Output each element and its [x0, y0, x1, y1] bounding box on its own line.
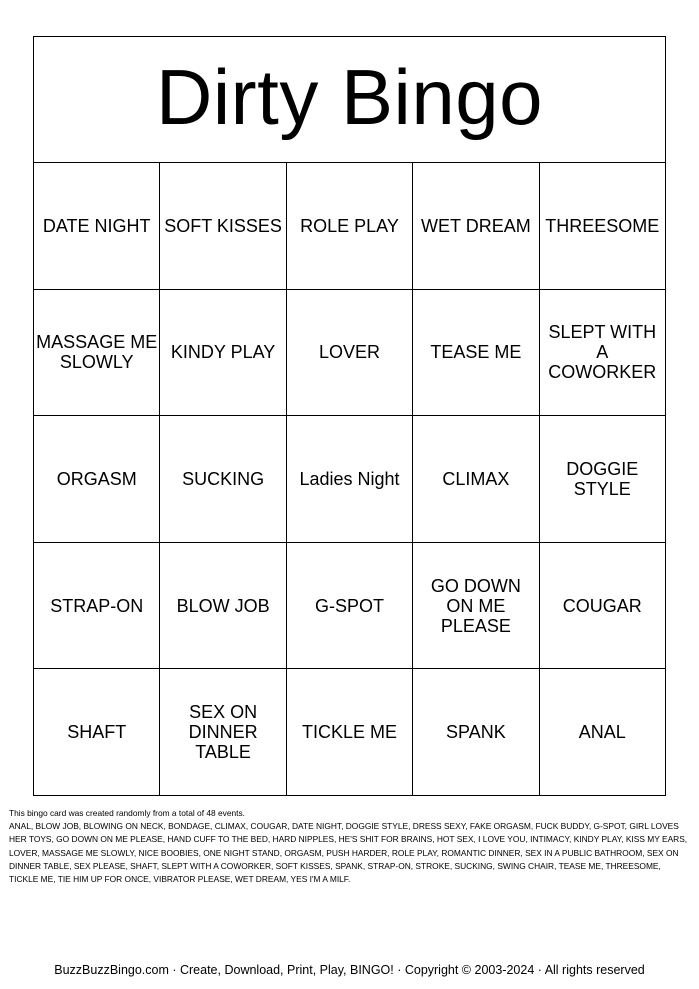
bingo-cell: STRAP-ON — [34, 543, 160, 670]
bingo-cell: G-SPOT — [287, 543, 413, 670]
bingo-cell: SOFT KISSES — [160, 163, 286, 290]
bingo-cell: THREESOME — [540, 163, 666, 290]
card-title: Dirty Bingo — [156, 52, 543, 141]
bingo-card — [33, 36, 666, 796]
card-info-intro: This bingo card was created randomly from a total of 48 events. — [9, 808, 246, 818]
bingo-cell: TEASE ME — [413, 290, 539, 417]
bingo-cell: WET DREAM — [413, 163, 539, 290]
bingo-grid — [33, 162, 666, 796]
bingo-cell: ORGASM — [34, 416, 160, 543]
bingo-cell: MASSAGE ME SLOWLY — [34, 290, 160, 417]
bingo-cell: SHAFT — [34, 669, 160, 796]
bingo-cell: DOGGIE STYLE — [540, 416, 666, 543]
bingo-cell: ANAL — [540, 669, 666, 796]
bingo-cell: KINDY PLAY — [160, 290, 286, 417]
bingo-cell: GO DOWN ON ME PLEASE — [413, 543, 539, 670]
title-box — [33, 36, 666, 163]
card-info-events: ANAL, BLOW JOB, BLOWING ON NECK, BONDAGE, CLIMAX, COUGAR, DATE NIGHT, DOGGIE STYLE, DRESS SEXY, FAKE ORGASM, FUCK BUDDY, G-SPOT, GIRL LOVES HER TOYS, GO DOWN ON ME PLEASE, HAND CUFF TO THE BED, HARD NIPPLES, HE'S SHIT FOR BRAINS, HOT SEX, I LOVE YOU, INTIMACY, KINDY PLAY, KISS MY EARS, LOVER, MASSAGE ME SLOWLY, NICE BOOBIES, ONE NIGHT STAND, ORGASM, PUSH HARDER, ROLE PLAY, ROMANTIC DINNER, SEX IN A PUBLIC BATHROOM, SEX ON DINNER TABLE, SEX PLEASE, SHAFT, SLEPT WITH A COWORKER, SOFT KISSES, SPANK, STRAP-ON, STROKE, SUCKING, SWING CHAIR, TEASE ME, THREESOME, TICKLE ME, TIE HIM UP FOR ONCE, VIBRATOR PLEASE, WET DREAM, YES I'M A MILF. — [9, 821, 688, 885]
bingo-cell: SUCKING — [160, 416, 286, 543]
footer-copyright: BuzzBuzzBingo.com · Create, Download, Print, Play, BINGO! · Copyright © 2003-2024 · All rights reserved — [54, 963, 645, 977]
bingo-cell: LOVER — [287, 290, 413, 417]
bingo-cell: CLIMAX — [413, 416, 539, 543]
card-info — [9, 807, 690, 886]
bingo-cell: SLEPT WITH A COWORKER — [540, 290, 666, 417]
bingo-cell: TICKLE ME — [287, 669, 413, 796]
bingo-cell: ROLE PLAY — [287, 163, 413, 290]
bingo-cell: DATE NIGHT — [34, 163, 160, 290]
bingo-cell: COUGAR — [540, 543, 666, 670]
bingo-cell: SEX ON DINNER TABLE — [160, 669, 286, 796]
bingo-cell-center: Ladies Night — [287, 416, 413, 543]
bingo-cell: BLOW JOB — [160, 543, 286, 670]
bingo-cell: SPANK — [413, 669, 539, 796]
